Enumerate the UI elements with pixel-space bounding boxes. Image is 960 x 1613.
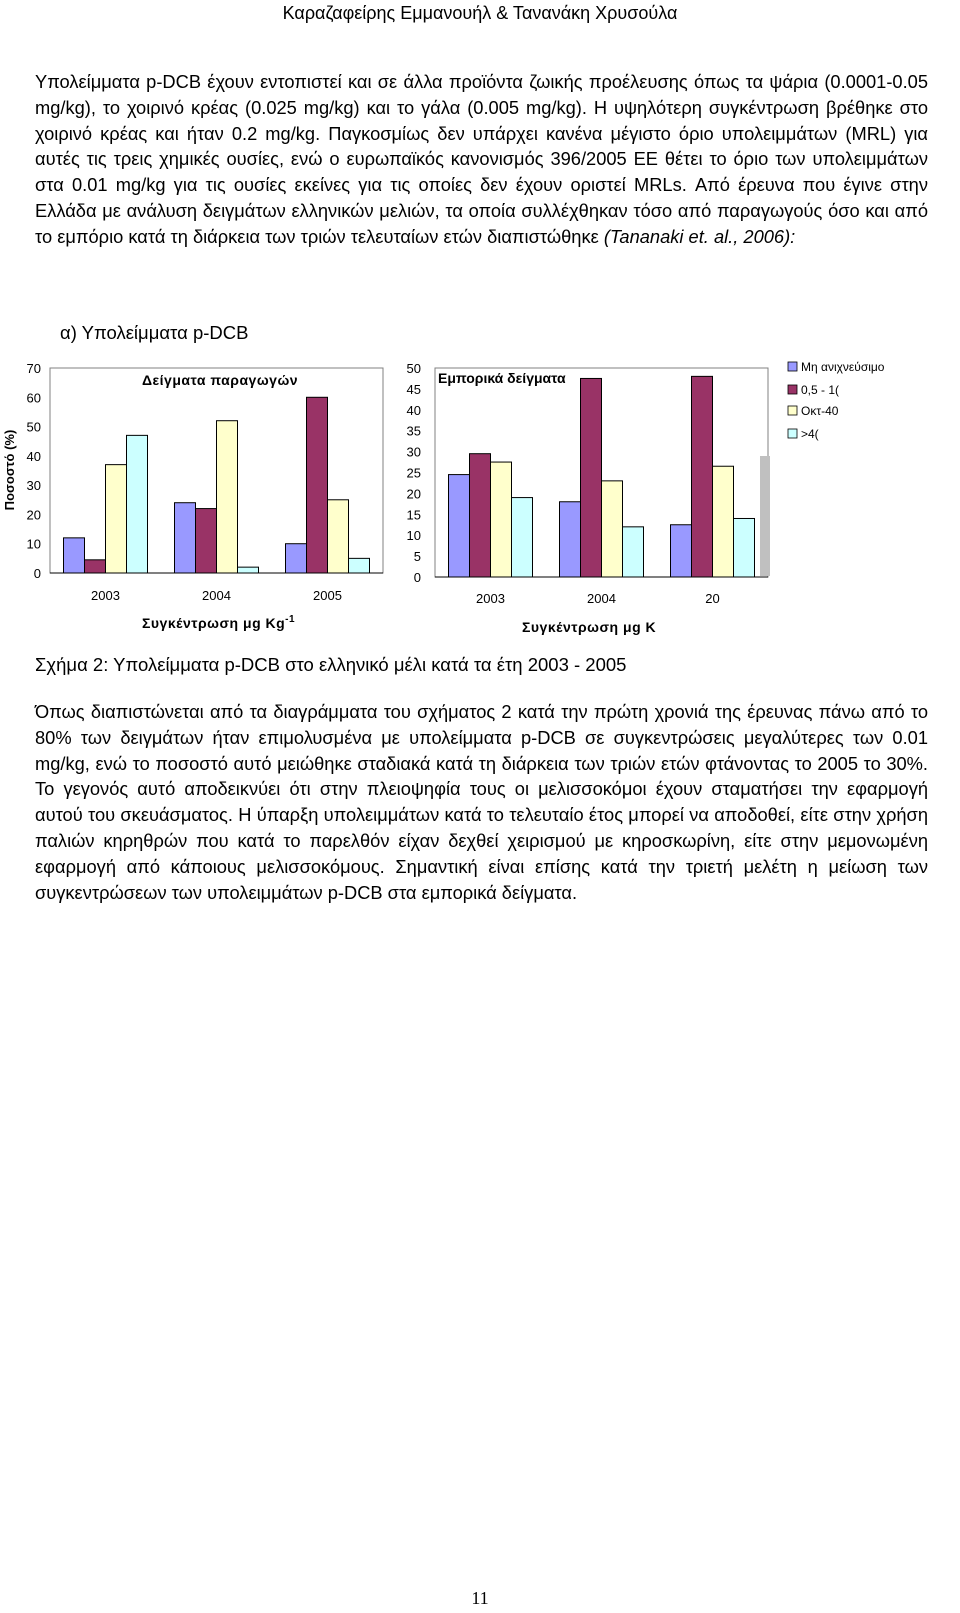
legend-swatch-low — [788, 385, 797, 394]
producer-x-axis-label — [142, 614, 295, 631]
producer-bar — [127, 435, 148, 573]
producer-y-tick-label: 50 — [26, 419, 41, 435]
commercial-chart — [407, 361, 770, 635]
commercial-y-tick-label: 5 — [413, 549, 421, 565]
producer-y-tick-label: 10 — [26, 536, 41, 552]
figure-caption: Σχήμα 2: Υπολείμματα p-DCB στο ελληνικό μέλι κατά τα έτη 2003 - 2005 — [35, 654, 627, 675]
producer-x-axis-label-sup: -1 — [285, 614, 296, 625]
intro-paragraph-text: Υπολείμματα p-DCB έχουν εντοπιστεί και σε άλλα προϊόντα ζωικής προέλευσης όπως τα ψάρια (0.0001-0.05 mg/kg), το χοιρινό κρέας (0.025 mg/kg) και το γάλα (0.005 mg/kg). Η υψηλότερη συγκέντρωση βρέθηκε στο χοιρινό κρέας και ήταν 0.2 mg/kg. Παγκοσμίως δεν υπάρχει κανένα μέγιστο όριο υπολειμμάτων (MRL) για αυτές τις τρεις χημικές ουσίες, ενώ ο ευρωπαϊκός κανονισμός 396/2005 ΕΕ θέτει το όριο των υπολειμμάτων στα 0.01 mg/kg για τις ουσίες εκείνες για τις οποίες δεν έχουν οριστεί MRLs. Από έρευνα που έγινε στην Ελλάδα με ανάλυση δειγμάτων ελληνικών μελιών, τα οποία συλλέχθηκαν τόσο από παραγωγούς όσο και από το εμπόριο κατά τη διάρκεια των τριών τελευταίων ετών διαπιστώθηκε — [35, 71, 928, 247]
commercial-y-tick-label: 40 — [406, 402, 421, 418]
legend-swatch-high — [788, 429, 797, 438]
commercial-y-tick-label: 10 — [406, 528, 421, 544]
commercial-y-tick-label: 50 — [406, 361, 421, 376]
legend-label-mid: Οκτ-40 — [801, 404, 839, 418]
commercial-bar — [512, 498, 533, 577]
running-header: Καραζαφείρης Εμμανουήλ & Τανανάκη Χρυσούλα — [282, 3, 678, 23]
producer-bar — [175, 503, 196, 573]
legend-swatch-mid — [788, 406, 797, 415]
commercial-bar — [581, 378, 602, 577]
producer-x-ticks — [91, 588, 342, 603]
commercial-x-ticks — [476, 591, 720, 606]
producer-y-tick-label: 40 — [26, 448, 41, 464]
discussion-paragraph: Όπως διαπιστώνεται από τα διαγράμματα του σχήματος 2 κατά την πρώτη χρονιά της έρευνας πάνω από το 80% των δειγμάτων ήταν επιμολυσμένα με υπολείμματα p-DCB σε συγκεντρώσεις μεγαλύτερες των 0.01 mg/kg, ενώ το ποσοστό αυτό μειώθηκε σταδιακά κατά τη διάρκεια των τριών ετών φτάνοντας το 2005 το 30%. Το γεγονός αυτό αποδεικνύει ότι στην πλειοψηφία τους οι μελισσοκόμοι έχουν σταματήσει την εφαρμογή αυτού του σκευάσματος. Η ύπαρξη υπολειμμάτων κατά το τελευταίο έτος μπορεί να αποδοθεί, είτε στην χρήση παλιών κηρηθρών που κατά το παρελθόν είχαν δεχθεί χειρισμού με κηροσκωρίνη, είτε στην μεμονωμένη εφαρμογή από κάποιους μελισσοκόμους. Σημαντική είναι επίσης κατά την τριετή μελέτη η μείωση των συγκεντρώσεων των υπολειμμάτων p-DCB στα εμπορικά δείγματα. — [35, 701, 928, 903]
legend-label-not-detectable: Μη ανιχνεύσιμο — [801, 360, 885, 374]
commercial-y-tick-label: 30 — [406, 444, 421, 460]
commercial-bar — [560, 502, 581, 577]
commercial-y-tick-label: 45 — [406, 381, 421, 397]
producer-x-tick-label: 2003 — [91, 588, 120, 603]
producer-bar — [85, 560, 106, 573]
producer-x-tick-label: 2005 — [313, 588, 342, 603]
commercial-bar — [692, 376, 713, 577]
commercial-bar — [734, 518, 755, 577]
producer-y-axis-label: Ποσοστό (%) — [2, 429, 17, 511]
legend-label-high: >4( — [801, 427, 819, 441]
producer-y-tick-label: 60 — [26, 390, 41, 406]
legend-swatch-not-detectable — [788, 362, 797, 371]
commercial-legend-mask — [760, 456, 770, 576]
commercial-y-ticks — [407, 361, 421, 585]
producer-bar — [286, 544, 307, 573]
producer-bar — [217, 421, 238, 573]
commercial-bar — [449, 475, 470, 577]
producer-y-ticks — [27, 361, 41, 581]
producer-x-axis-label-text: Συγκέντρωση μg Kg — [142, 615, 286, 631]
commercial-y-tick-label: 35 — [406, 423, 421, 439]
commercial-bar — [623, 527, 644, 577]
commercial-y-tick-label: 15 — [406, 507, 421, 523]
producer-bar — [64, 538, 85, 573]
commercial-y-tick-label: 0 — [413, 570, 421, 585]
commercial-bar — [713, 466, 734, 577]
producer-bar — [349, 558, 370, 573]
commercial-x-axis-label: Συγκέντρωση μg K — [522, 619, 657, 635]
commercial-chart-title: Εμπορικά δείγματα — [438, 370, 566, 386]
commercial-bar — [671, 525, 692, 577]
producer-bar — [307, 397, 328, 573]
commercial-bar — [491, 462, 512, 577]
commercial-x-tick-label: 2004 — [587, 591, 616, 606]
figure-sublabel: α) Υπολείμματα p-DCB — [60, 322, 249, 343]
chart-legend — [788, 360, 885, 441]
commercial-x-tick-label: 20 — [705, 591, 720, 606]
legend-label-low: 0,5 - 1( — [801, 383, 840, 397]
commercial-bar — [602, 481, 623, 577]
producer-y-tick-label: 20 — [26, 507, 41, 523]
producer-bar — [238, 567, 259, 573]
commercial-y-tick-label: 25 — [406, 465, 421, 481]
intro-citation: (Tananaki et. al., 2006): — [603, 225, 796, 247]
commercial-y-tick-label: 20 — [406, 486, 421, 502]
producer-y-tick-label: 0 — [33, 566, 41, 581]
producer-chart-title: Δείγματα παραγωγών — [141, 372, 299, 388]
commercial-x-tick-label: 2003 — [476, 591, 505, 606]
figure-charts — [0, 0, 960, 660]
producer-y-tick-label: 70 — [26, 361, 41, 376]
producer-bar — [328, 500, 349, 573]
producer-bar — [196, 509, 217, 573]
commercial-bar — [470, 454, 491, 577]
producer-x-tick-label: 2004 — [202, 588, 231, 603]
page-number: 11 — [471, 1588, 489, 1608]
producer-y-tick-label: 30 — [26, 478, 41, 494]
producer-bar — [106, 465, 127, 573]
producer-chart — [2, 361, 383, 631]
